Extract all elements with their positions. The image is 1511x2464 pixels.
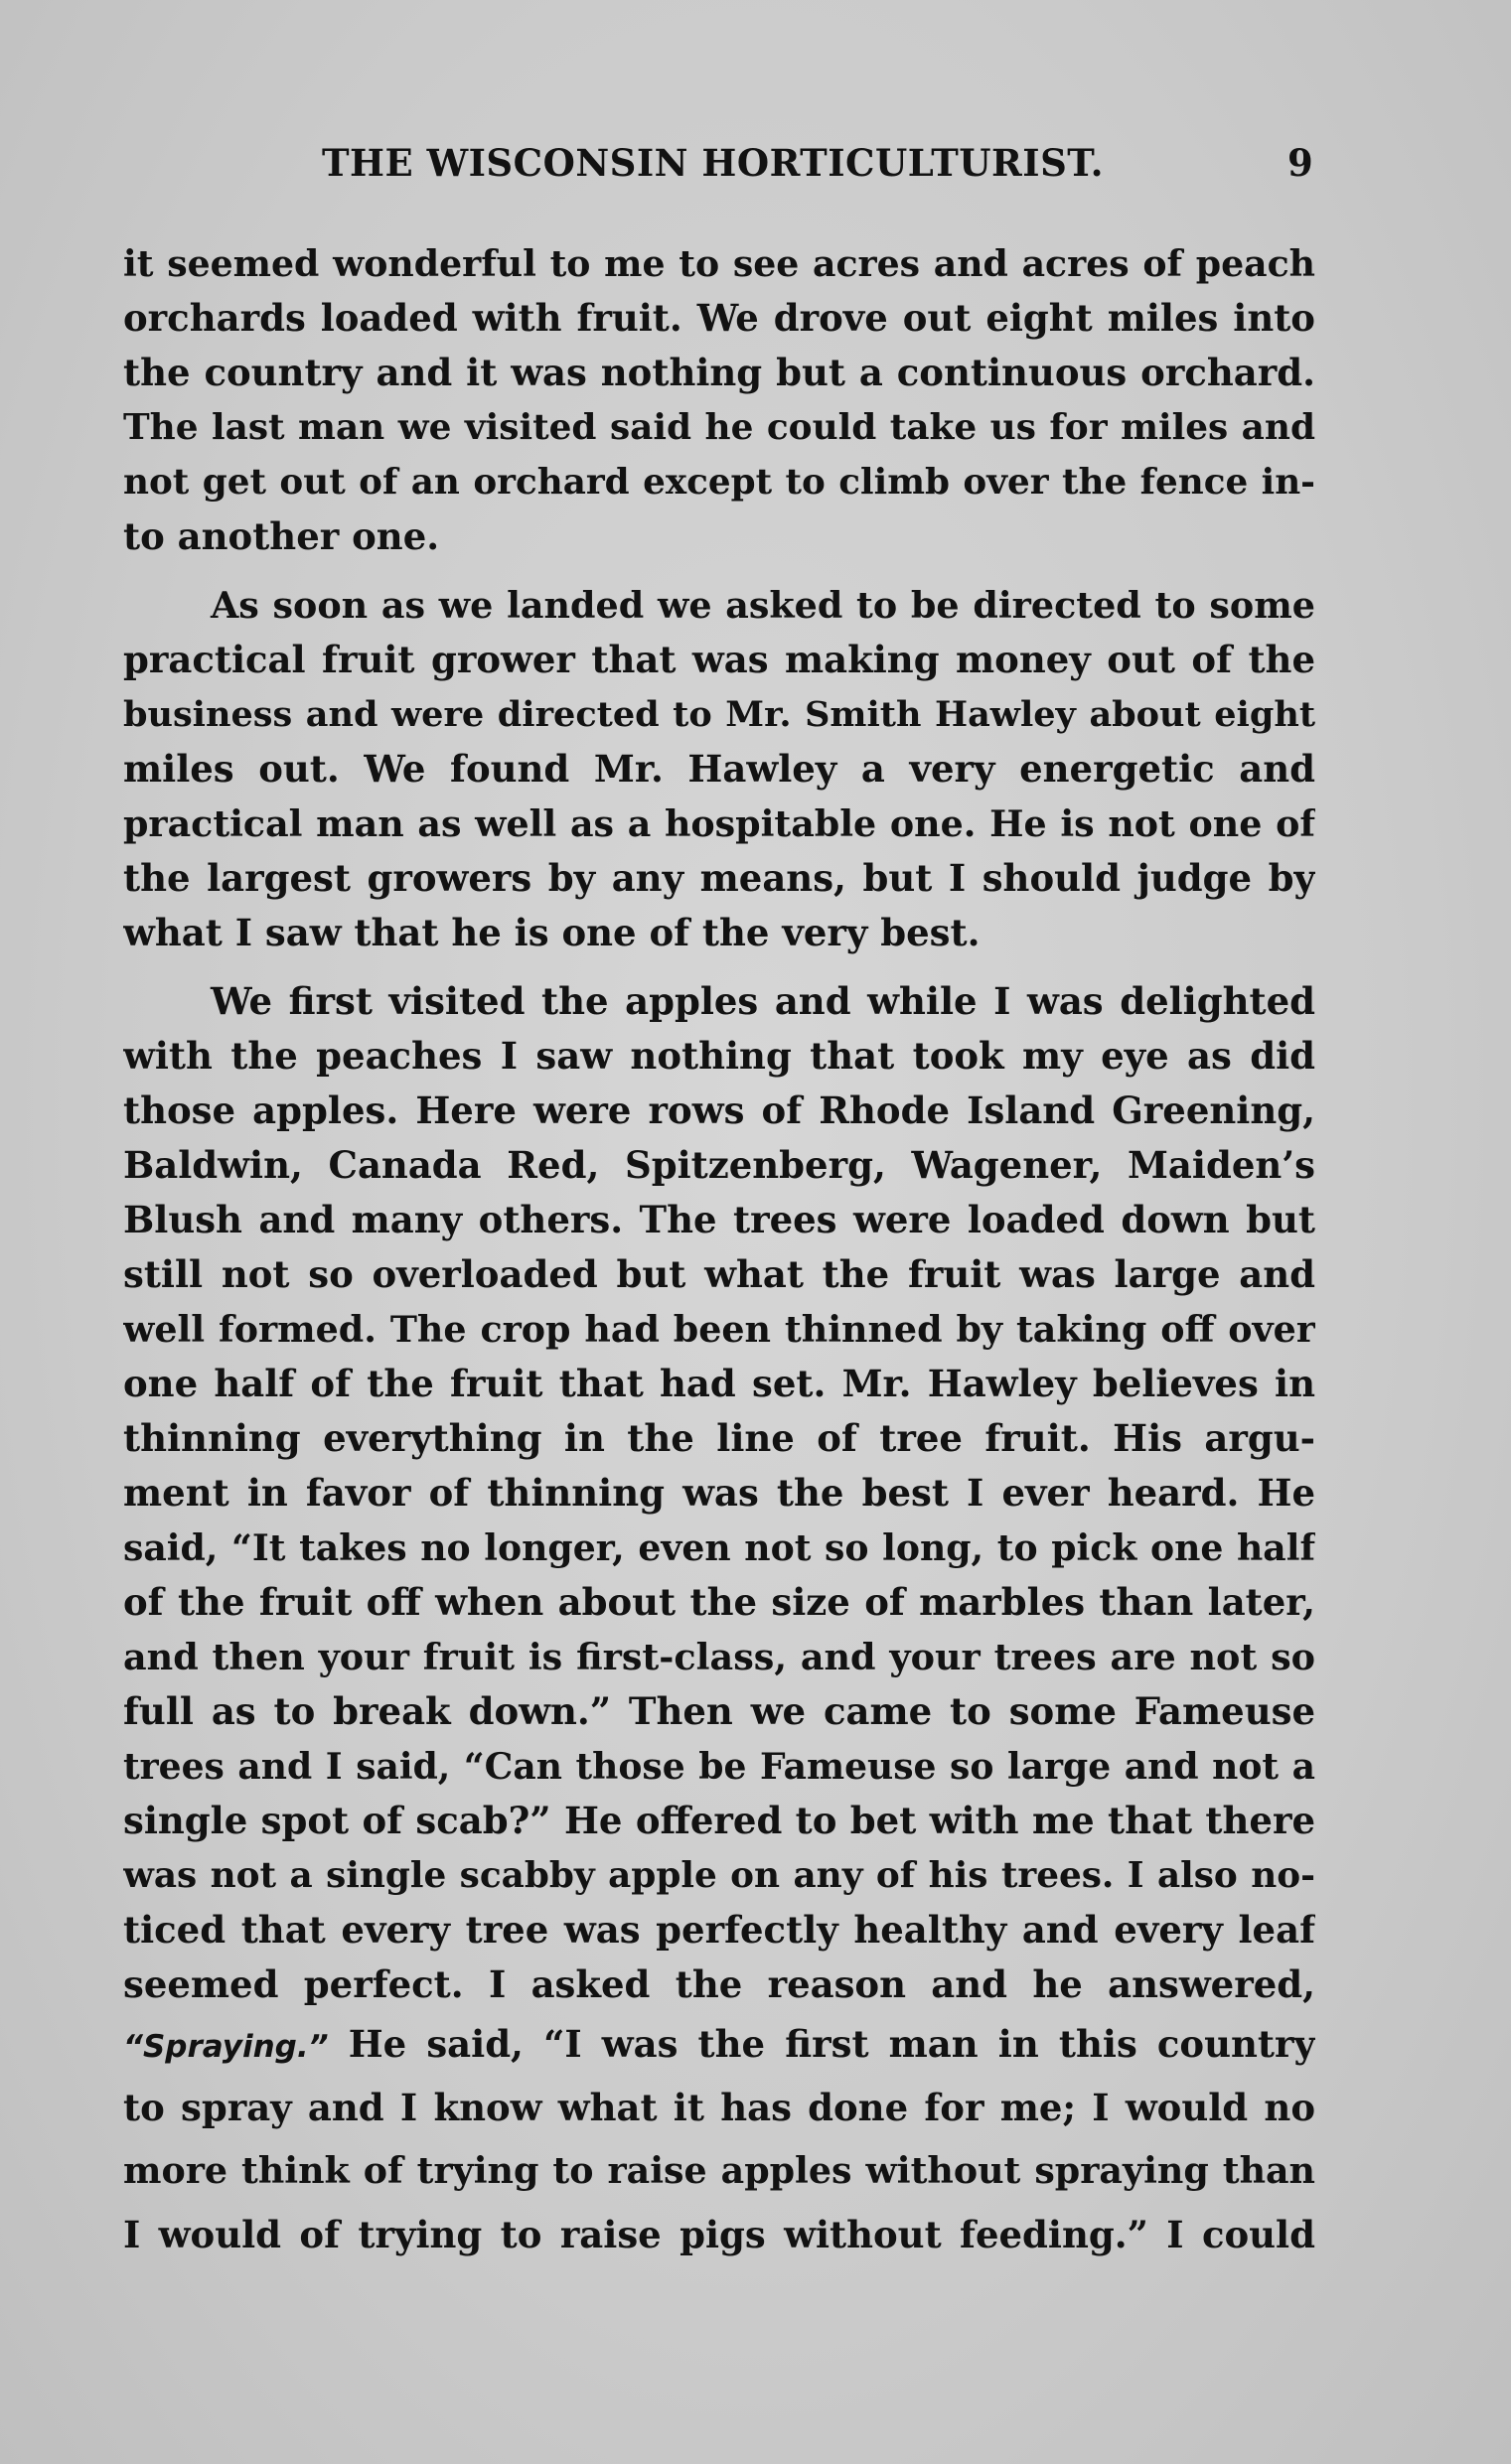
text-line: We first visited the apples and while I was delighted [211,979,1315,1023]
text-line: I would of trying to raise pigs without feeding.” I could [123,2213,1315,2256]
text-line: single spot of scab?” He offered to bet with me that there [123,1799,1315,1842]
text-line: seemed perfect. I asked the reason and he answered, [123,1962,1315,2006]
text-line: Baldwin, Canada Red, Spitzenberg, Wagener, Maiden’s [123,1143,1315,1187]
text-line: one half of the fruit that had set. Mr. Hawley believes in [123,1362,1315,1405]
text-line: practical man as well as a hospitable one. He is not one of [123,802,1315,845]
text-line: not get out of an orchard except to climb over the fence in- [123,461,1315,503]
text-line: to spray and I know what it has done for me; I would no [123,2086,1315,2129]
text-line: more think of trying to raise apples without spraying than [123,2149,1315,2192]
text-run: He said, “I was the first man in this country [328,2022,1315,2066]
text-line-spraying [123,2012,1315,2076]
text-line: ment in favor of thinning was the best I ever heard. He [123,1471,1315,1515]
text-line: practical fruit grower that was making money out of the [123,638,1315,681]
text-line: it seemed wonderful to me to see acres and acres of peach [123,242,1315,285]
text-line: of the fruit off when about the size of marbles than later, [123,1580,1315,1624]
running-title: THE WISCONSIN HORTICULTURIST. [322,141,1104,185]
running-header [123,141,1315,193]
text-line: still not so overloaded but what the fruit was large and [123,1252,1315,1296]
text-line: orchards loaded with fruit. We drove out eight miles into [123,296,1315,340]
text-line: As soon as we landed we asked to be directed to some [211,584,1315,627]
text-line: was not a single scabby apple on any of his trees. I also no- [123,1854,1315,1896]
text-line: said, “It takes no longer, even not so long, to pick one half [123,1526,1315,1569]
body-text [123,236,1315,2280]
paragraph-2 [123,578,1315,960]
text-line: The last man we visited said he could take us for miles and [123,406,1315,448]
text-line: well formed. The crop had been thinned by taking off over [123,1308,1315,1351]
page-number: 9 [1287,141,1313,185]
text-line: what I saw that he is one of the very best. [123,911,981,954]
text-line: business and were directed to Mr. Smith Hawley about eight [123,694,1315,735]
text-line: thinning everything in the line of tree fruit. His argu- [123,1416,1315,1460]
text-line: trees and I said, “Can those be Fameuse so large and not a [123,1745,1315,1788]
text-line: the country and it was nothing but a continuous orchard. [123,351,1315,394]
paragraph-3 [123,974,1315,2266]
italic-word: “Spraying.” [123,2029,329,2065]
text-line: miles out. We found Mr. Hawley a very energetic and [123,747,1315,791]
text-line: and then your fruit is first-class, and your trees are not so [123,1636,1315,1678]
text-line: to another one. [123,514,440,558]
text-line: full as to break down.” Then we came to some Fameuse [123,1689,1315,1733]
text-line: Blush and many others. The trees were loaded down but [123,1198,1315,1241]
text-line: with the peaches I saw nothing that took my eye as did [123,1034,1315,1078]
paragraph-1 [123,236,1315,564]
text-line: the largest growers by any means, but I should judge by [123,856,1315,900]
text-line: those apples. Here were rows of Rhode Island Greening, [123,1088,1315,1132]
text-line: ticed that every tree was perfectly healthy and every leaf [123,1908,1315,1952]
